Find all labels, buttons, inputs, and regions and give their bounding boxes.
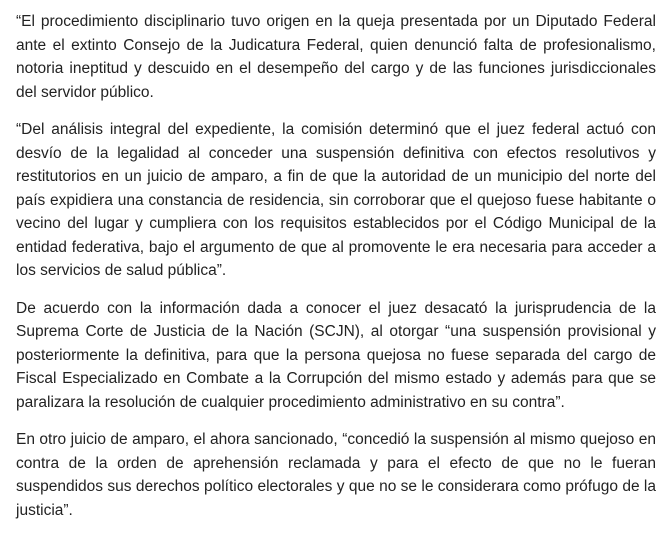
paragraph-jurisprudencia-scjn: De acuerdo con la información dada a conocer el juez desacató la jurisprudencia de la Suprema Corte de Justicia de la Nación (SCJN), al otorgar “una suspensión provisional y posteriormente la definitiva, para que la persona quejosa no fuese separada del cargo de Fiscal Especializado en Combate a la Corrupción del mismo estado y además para que se paralizara la resolución de cualquier procedimiento administrativo en su contra”. [16,299,656,411]
paragraph-procedimiento-disciplinario: “El procedimiento disciplinario tuvo origen en la queja presentada por un Diputado Federal ante el extinto Consejo de la Judicatura Federal, quien denunció falta de profesionalismo, notoria ineptitud y descuido en el desempeño del cargo y de las funciones jurisdiccionales del servidor público. [16,13,656,101]
paragraph-otro-juicio-amparo: En otro juicio de amparo, el ahora sancionado, “concedió la suspensión al mismo quejoso en contra de la orden de aprehensión reclamada y para el efecto de que no le fueran suspendidos sus derechos político electorales y que no se le considerara como prófugo de la justicia”. [16,431,656,519]
paragraph-analisis-expediente: “Del análisis integral del expediente, la comisión determinó que el juez federal actuó con desvío de la legalidad al conceder una suspensión definitiva con efectos resolutivos y restitutorios en un juicio de amparo, a fin de que la autoridad de un municipio del norte del país expidiera una constancia de residencia, sin corroborar que el quejoso fuese habitante o vecino del lugar y cumpliera con los requisitos establecidos por el Código Municipal de la entidad federativa, bajo el argumento de que al promovente le era necesaria para acceder a los servicios de salud pública”. [16,121,656,279]
